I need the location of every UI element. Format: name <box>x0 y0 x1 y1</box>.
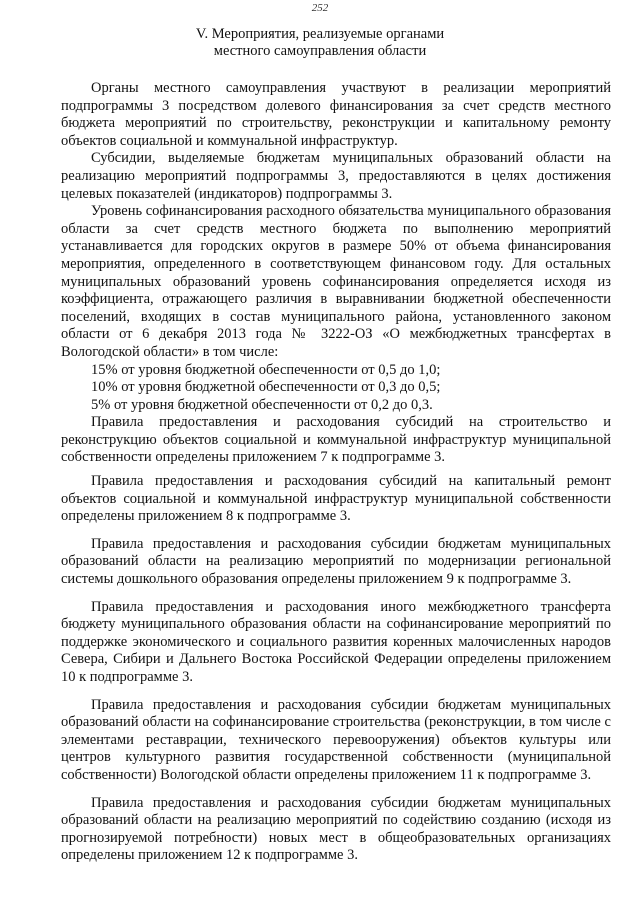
section-title <box>0 26 640 60</box>
paragraph-rules-appendix-9: Правила предоставления и расходования субсидии бюджетам муниципальных образований области на реализацию мероприятий по модернизации региональной системы дошкольного образования определены приложением 9 к подпрограмме 3. <box>61 535 611 588</box>
paragraph-rules-appendix-8: Правила предоставления и расходования субсидий на капитальный ремонт объектов социальной и коммунальной инфраструктур муниципальной собственности определены приложением 8 к подпрограмме 3. <box>61 473 611 525</box>
section-title-line-1: V. Мероприятия, реализуемые органами <box>195 26 445 42</box>
page-number: 252 <box>311 2 329 14</box>
paragraph-subsidies-purpose: Субсидии, выделяемые бюджетам муниципальных образований области на реализацию мероприятий подпрограммы 3, предоставляются в целях достижения целевых показателей (индикаторов) подпрограммы 3. <box>61 150 611 202</box>
paragraph-rules-appendix-12: Правила предоставления и расходования субсидии бюджетам муниципальных образований области на реализацию мероприятий по содействию созданию (исходя из прогнозируемой потребности) новых мест в общеобразовательных организациях определены приложением 12 к подпрограмме 3. <box>61 794 611 864</box>
list-item-rate-5: 5% от уровня бюджетной обеспеченности от 0,2 до 0,3. <box>91 396 433 413</box>
list-item-rate-15: 15% от уровня бюджетной обеспеченности от 0,5 до 1,0; <box>91 361 441 378</box>
paragraph-rules-appendix-11: Правила предоставления и расходования субсидии бюджетам муниципальных образований области на софинансирование строительства (реконструкции, в том числе с элементами реставрации, технического перевооружения) объектов культуры или центров культурного развития государственной собственности (муниципальной собственности) Вологодской области определены приложением 11 к подпрограмме 3. <box>61 696 611 783</box>
paragraph-participation: Органы местного самоуправления участвуют в реализации мероприятий подпрограммы 3 посредством долевого финансирования за счет средств местного бюджета мероприятий по строительству, реконструкции и капитальному ремонту объектов социальной и коммунальной инфраструктур. <box>61 80 611 149</box>
document-body <box>61 80 611 865</box>
paragraph-cofinancing-level: Уровень софинансирования расходного обязательства муниципального образования области за счет средств местного бюджета по выполнению мероприятий устанавливается для городских округов в размере 50% от объема финансирования мероприятия, определенного в соответствующем финансовом году. Для остальных муниципальных образований уровень софинансирования определяется исходя из коэффициента, отражающего различия в выравнивании бюджетной обеспеченности поселений, входящих в состав муниципального района, установленного законом области от 6 декабря 2013 года № 3222-ОЗ «О межбюджетных трансфертах в Вологодской области» в том числе: <box>61 203 611 360</box>
paragraph-rules-appendix-7: Правила предоставления и расходования субсидий на строительство и реконструкцию объектов социальной и коммунальной инфраструктур муниципальной собственности определены приложением 7 к подпрограмме 3. <box>61 414 611 466</box>
paragraph-rules-appendix-10: Правила предоставления и расходования иного межбюджетного трансферта бюджету муниципального образования области на софинансирование мероприятий по поддержке экономического и социального развития коренных малочисленных народов Севера, Сибири и Дальнего Востока Российской Федерации определены приложением 10 к подпрограмме 3. <box>61 598 611 685</box>
section-title-line-2: местного самоуправления области <box>213 43 427 59</box>
list-item-rate-10: 10% от уровня бюджетной обеспеченности от 0,3 до 0,5; <box>91 379 441 396</box>
